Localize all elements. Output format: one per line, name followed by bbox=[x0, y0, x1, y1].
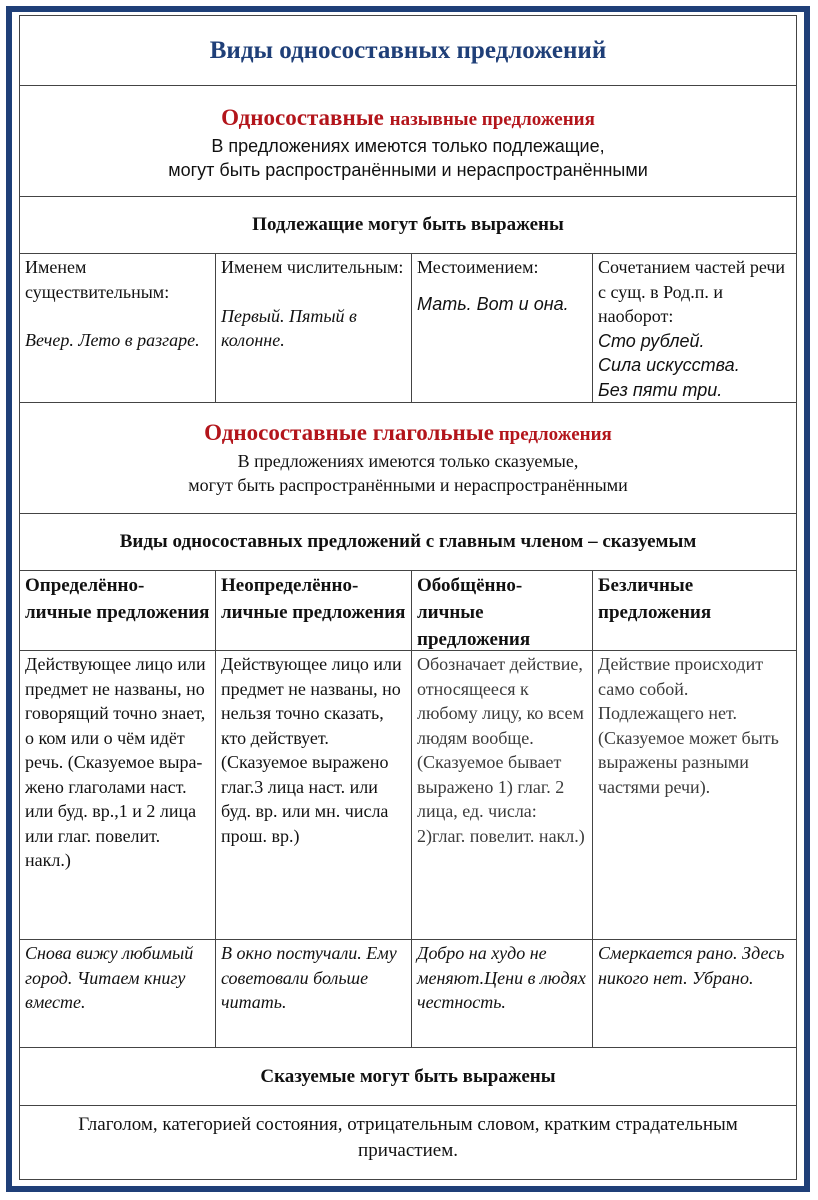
subject-cell-numeral bbox=[216, 254, 412, 402]
subjects-heading: Подлежащие могут быть выражены bbox=[20, 197, 796, 254]
type-example-impersonal: Смеркается рано. Здесь никого нет. Убрано. bbox=[598, 943, 785, 988]
subject-label: Именем существительным: bbox=[25, 257, 170, 302]
page-title: Виды односоставных предложений bbox=[20, 16, 796, 86]
subject-example: Сила искусства. bbox=[598, 355, 740, 375]
subject-label: Именем числительным: bbox=[221, 257, 404, 277]
subjects-grid bbox=[20, 254, 796, 403]
verbal-heading bbox=[20, 419, 796, 449]
predicates-text: Глаголом, категорией состояния, отрицательным словом, кратким страдательным причастием. bbox=[78, 1114, 738, 1161]
nominative-line-2: могут быть распространёнными и нераспространёнными bbox=[168, 160, 648, 180]
type-name-definite: Определённо-личные предложения bbox=[20, 571, 216, 650]
type-example-definite: Снова вижу любимый город. Читаем книгу вместе. bbox=[20, 940, 216, 1047]
verbal-line-1: В предложениях имеются только сказуемые, bbox=[237, 451, 579, 471]
nominative-heading-main: Односоставные bbox=[221, 105, 390, 130]
document-table bbox=[19, 15, 797, 1180]
verbal-heading-small: предложения bbox=[493, 424, 612, 445]
subject-cell-pronoun bbox=[412, 254, 593, 402]
subject-example: Вечер. Лето в разгаре. bbox=[25, 330, 200, 350]
type-name-generalized: Обобщённо-личные предложения bbox=[412, 571, 593, 650]
type-name-indefinite: Неопределённо-личные предложения bbox=[216, 571, 412, 650]
subject-label: Сочетанием частей речи с сущ. в Род.п. и наоборот: bbox=[598, 257, 786, 326]
nominative-section bbox=[20, 86, 796, 197]
type-description-indefinite: Действующее лицо или предмет не названы, но нельзя точно сказать, кто действует. (Сказуемое выражено глаг.3 лица наст. или буд. вр. или мн. числа прош. вр.) bbox=[216, 651, 412, 939]
nominative-line-1: В предложениях имеются только подлежащие, bbox=[211, 136, 605, 156]
subject-example: Без пяти три. bbox=[598, 379, 723, 400]
verbal-line-2: могут быть распространёнными и нераспространёнными bbox=[188, 475, 628, 495]
type-description-definite: Действующее лицо или предмет не названы, но говорящий точно знает, о ком или о чём идёт речь. (Сказуемое выра-жено глаголами наст. или буд. вр.,1 и 2 лица или глаг. повелит. накл.) bbox=[20, 651, 216, 939]
subject-cell-combination bbox=[593, 254, 796, 402]
verbal-heading-main: Односоставные глагольные bbox=[204, 420, 494, 445]
type-description-impersonal: Действие происходит само собой. Подлежащего нет. (Сказуемое может быть выражены разными частями речи). bbox=[598, 654, 779, 797]
types-description-row bbox=[20, 651, 796, 940]
subject-label: Местоимением: bbox=[417, 257, 539, 277]
predicates-heading: Сказуемые могут быть выражены bbox=[20, 1048, 796, 1106]
subject-example: Мать. Вот и она. bbox=[417, 293, 569, 314]
nominative-heading-small: назывные предложения bbox=[389, 109, 595, 130]
type-description-generalized: Обозначает действие, относящееся к любому лицу, ко всем людям вообще. (Сказуемое бывает выражено 1) глаг. 2 лица, ед. числа: 2)глаг. повелит. накл.) bbox=[412, 651, 593, 939]
predicate-types-heading: Виды односоставных предложений с главным членом – сказуемым bbox=[20, 514, 796, 571]
type-example-generalized: Добро на худо не меняют.Цени в людях честность. bbox=[412, 940, 593, 1047]
types-header-row bbox=[20, 571, 796, 651]
type-example-indefinite: В окно постучали. Ему советовали больше читать. bbox=[216, 940, 412, 1047]
types-example-row bbox=[20, 940, 796, 1048]
page-border bbox=[6, 6, 810, 1192]
subject-example: Первый. Пятый в колонне. bbox=[221, 305, 357, 350]
nominative-heading bbox=[20, 104, 796, 134]
subject-cell-noun bbox=[20, 254, 216, 402]
type-name-impersonal: Безличные предложения bbox=[598, 575, 712, 623]
verbal-section bbox=[20, 403, 796, 514]
subject-example: Сто рублей. bbox=[598, 330, 705, 351]
